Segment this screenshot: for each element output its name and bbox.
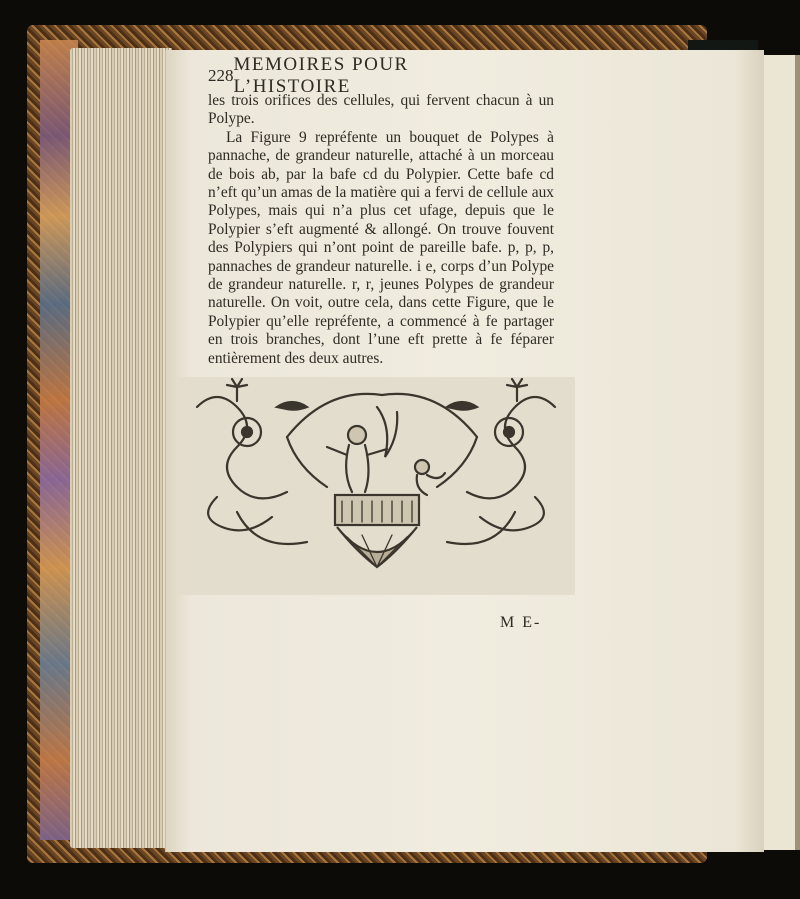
left-scroll (197, 397, 287, 498)
left-bird (277, 402, 307, 410)
engraved-vignette (177, 377, 575, 595)
page-number: 228 (208, 66, 234, 85)
page-block-edges (70, 48, 172, 848)
page-header (208, 54, 528, 97)
vignette-drawing (177, 377, 575, 595)
right-scroll (467, 397, 555, 498)
right-bird (447, 402, 477, 410)
body-text (208, 92, 554, 368)
feather-plume (377, 407, 397, 457)
paragraph-figure-9: La Figure 9 repréfente un bouquet de Polypes à pannache, de grandeur naturelle, attaché à un morceau de bois ab, par la bafe cd du Polypier. Cette bafe cd n’eft qu’un amas de la matière qui a fervi de cellule aux Polypes, mais qui n’a plus cet ufage, depuis que le Polypier s’eft augmenté & allongé. On trouve fouvent des Polypiers qui n’ont point de pareille bafe. p, p, p, pannaches de grandeur naturelle. i e, corps d’un Polype de grandeur naturelle. r, r, jeunes Polypes de grandeur naturelle. On voit, outre cela, dans cette Figure, que le Polypier qu’elle repréfente, a commencé à fe partager en trois branches, dont l’une eft prette à fe féparer entièrement des deux autres. (208, 128, 554, 367)
cherub-head (348, 426, 366, 444)
pedestal (335, 495, 419, 525)
shell-pendant (337, 527, 417, 567)
paragraph-continued: les trois orifices des cellules, qui fervent chacun à un Polype. (208, 92, 554, 128)
running-title: MEMOIRES POUR L’HISTOIRE (233, 54, 409, 97)
catchword: M E- (500, 614, 542, 631)
